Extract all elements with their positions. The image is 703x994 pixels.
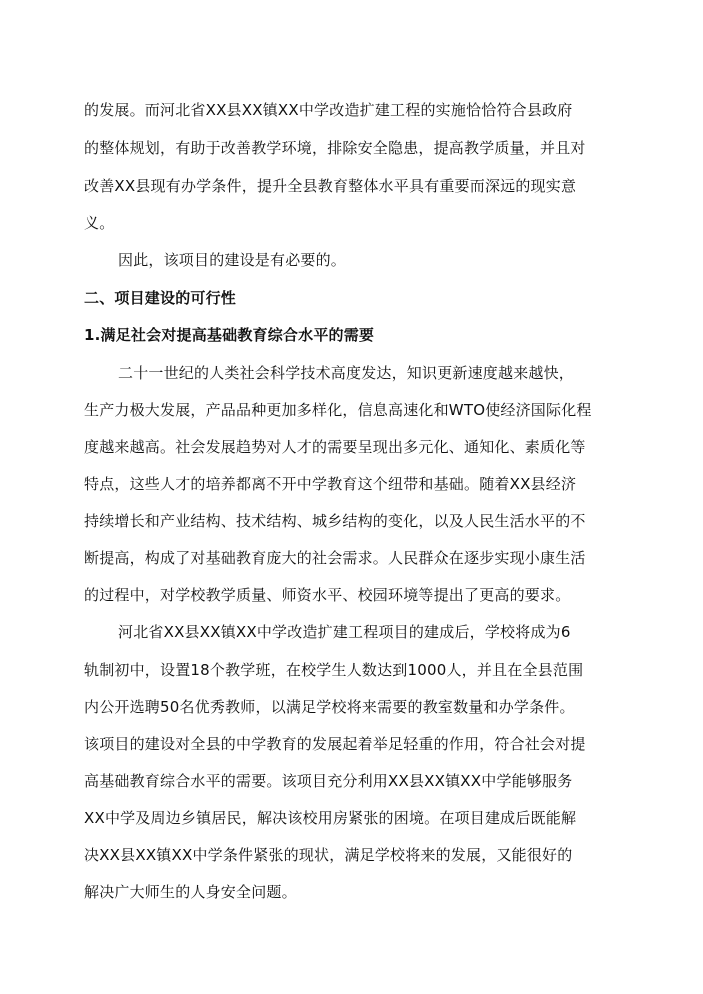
paragraph-line: 轨制初中，设置18个教学班，在校学生人数达到1000人，并且在全县范围 [84, 661, 584, 679]
paragraph-line: 解决广大师生的人身安全问题。 [84, 883, 297, 901]
paragraph-line: 度越来越高。社会发展趋势对人才的需要呈现出多元化、通知化、素质化等 [84, 438, 586, 456]
paragraph-line: 的发展。而河北省XX县XX镇XX中学改造扩建工程的实施恰恰符合县政府 [84, 101, 573, 119]
paragraph-line: 改善XX县现有办学条件，提升全县教育整体水平具有重要而深远的现实意 [84, 177, 577, 195]
paragraph-line: 持续增长和产业结构、技术结构、城乡结构的变化，以及人民生活水平的不 [84, 512, 586, 530]
paragraph-line: 义。 [84, 214, 115, 232]
paragraph-line: 决XX县XX镇XX中学条件紧张的现状，满足学校将来的发展，又能很好的 [84, 846, 573, 864]
paragraph-line: 特点，这些人才的培养都离不开中学教育这个纽带和基础。随着XX县经济 [84, 475, 577, 493]
paragraph-line: 的过程中，对学校教学质量、师资水平、校园环境等提出了更高的要求。 [84, 586, 571, 604]
paragraph-line: 的整体规划，有助于改善教学环境，排除安全隐患，提高教学质量，并且对 [84, 139, 586, 157]
paragraph-line: XX中学及周边乡镇居民，解决该校用房紧张的困境。在项目建成后既能解 [84, 809, 577, 827]
paragraph-line: 断提高，构成了对基础教育庞大的社会需求。人民群众在逐步实现小康生活 [84, 549, 586, 567]
subsection-heading: 1.满足社会对提高基础教育综合水平的需要 [84, 326, 375, 344]
paragraph-line: 生产力极大发展，产品品种更加多样化，信息高速化和WTO使经济国际化程 [84, 401, 592, 419]
paragraph-line: 二十一世纪的人类社会科学技术高度发达，知识更新速度越来越快， [118, 364, 575, 382]
paragraph-line: 河北省XX县XX镇XX中学改造扩建工程项目的建成后，学校将成为6 [118, 623, 571, 641]
section-heading: 二、项目建设的可行性 [84, 289, 237, 307]
paragraph-line: 内公开选聘50名优秀教师，以满足学校将来需要的教室数量和办学条件。 [84, 698, 575, 716]
paragraph-line: 该项目的建设对全县的中学教育的发展起着举足轻重的作用，符合社会对提 [84, 735, 586, 753]
paragraph-line: 高基础教育综合水平的需要。该项目充分利用XX县XX镇XX中学能够服务 [84, 772, 573, 790]
conclusion-line: 因此，该项目的建设是有必要的。 [118, 251, 347, 269]
